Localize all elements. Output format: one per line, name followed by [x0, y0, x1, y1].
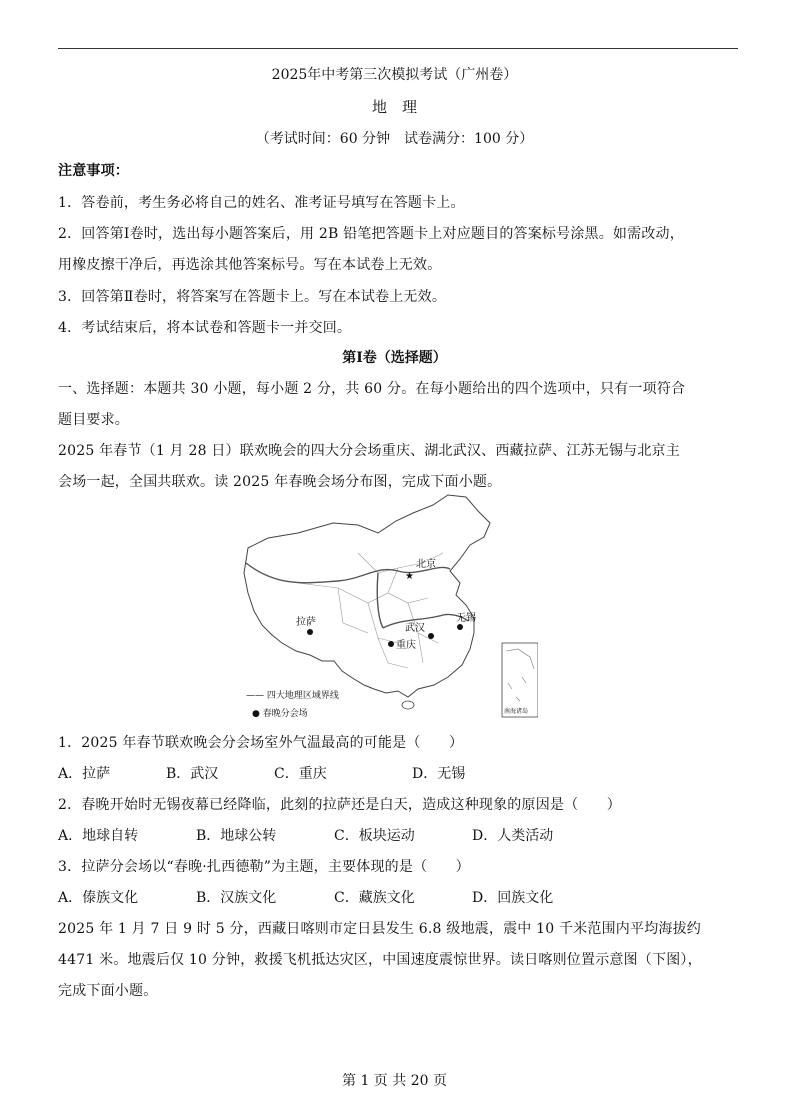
map-label-beijing: 北京	[416, 559, 436, 570]
option-a[interactable]: A．地球自转	[58, 828, 139, 844]
question-options	[58, 825, 553, 845]
map-label-chongqing: 重庆	[396, 640, 416, 651]
china-outline	[244, 495, 490, 697]
province-lines	[298, 553, 443, 668]
option-c[interactable]: C．板块运动	[334, 828, 415, 844]
venue-dot-wuxi	[457, 624, 463, 630]
section-intro-cont: 题目要求。	[58, 412, 129, 428]
passage-text: 2025 年 1 月 7 日 9 时 5 分，西藏日喀则市定日县发生 6.8 级地震，震中 10 千米范围内平均海拔约	[58, 921, 701, 937]
legend-boundary: —— 四大地理区域界线	[246, 691, 339, 701]
header-rule	[58, 48, 738, 49]
region-boundary-line	[377, 573, 383, 628]
option-d[interactable]: D．无锡	[412, 766, 466, 782]
subject-title: 地 理	[371, 98, 417, 116]
question-stem: 1．2025 年春节联欢晚会分会场室外气温最高的可能是（ ）	[58, 735, 464, 751]
hainan-island	[402, 701, 414, 709]
option-b[interactable]: B．地球公转	[196, 828, 277, 844]
question-stem: 2．春晚开始时无锡夜幕已经降临，此刻的拉萨还是白天，造成这种现象的原因是（ ）	[58, 797, 621, 813]
note-item: 3．回答第Ⅱ卷时，将答案写在答题卡上。写在本试卷上无效。	[58, 289, 447, 305]
map-label-wuxi: 无锡	[456, 613, 476, 624]
china-venue-map	[238, 493, 538, 723]
exam-info: （考试时间：60 分钟 试卷满分：100 分）	[255, 131, 534, 147]
note-item: 4．考试结束后，将本试卷和答题卡一并交回。	[58, 320, 352, 336]
option-a[interactable]: A．傣族文化	[58, 890, 139, 906]
passage-text: 2025 年春节（1 月 28 日）联欢晚会的四大分会场重庆、湖北武汉、西藏拉萨、江苏无锡与北京主	[58, 443, 680, 459]
option-c[interactable]: C．藏族文化	[334, 890, 415, 906]
page-number: 第 1 页 共 20 页	[342, 1073, 447, 1089]
venue-dot-lhasa	[307, 629, 313, 635]
notes-heading: 注意事项：	[58, 163, 129, 179]
nanhai-coast	[506, 649, 534, 701]
option-d[interactable]: D．回族文化	[472, 890, 554, 906]
venue-dot-chongqing	[388, 641, 394, 647]
venue-dot-wuhan	[428, 633, 434, 639]
beijing-star-icon: ★	[405, 571, 414, 582]
passage-text: 会场一起，全国共联欢。读 2025 年春晚会场分布图，完成下面小题。	[58, 474, 502, 490]
passage-text: 完成下面小题。	[58, 983, 158, 999]
passage-text: 4471 米。地震后仅 10 分钟，救援飞机抵达灾区，中国速度震惊世界。读日喀则位置示意图（下图），	[58, 952, 702, 968]
section-title: 第Ⅰ卷（选择题）	[342, 350, 447, 366]
question-stem: 3．拉萨分会场以“春晚·扎西德勒”为主题，主要体现的是（ ）	[58, 859, 470, 875]
note-item: 1．答卷前，考生务必将自己的姓名、准考证号填写在答题卡上。	[58, 195, 465, 211]
nanhai-inset	[502, 643, 538, 717]
option-a[interactable]: A．拉萨	[58, 766, 111, 782]
option-d[interactable]: D．人类活动	[472, 828, 554, 844]
option-b[interactable]: B．汉族文化	[196, 890, 277, 906]
map-label-wuhan: 武汉	[405, 623, 425, 634]
question-options	[58, 887, 553, 907]
legend-venue: ● 春晚分会场	[252, 709, 308, 719]
nanhai-label: 南海诸岛	[504, 708, 529, 715]
option-c[interactable]: C．重庆	[274, 766, 327, 782]
question-options	[58, 763, 465, 783]
section-intro: 一、选择题：本题共 30 小题，每小题 2 分，共 60 分。在每小题给出的四个选项中，只有一项符合	[58, 381, 686, 397]
exam-title: 2025年中考第三次模拟考试（广州卷）	[271, 67, 518, 83]
note-item: 2．回答第Ⅰ卷时，选出每小题答案后，用 2B 铅笔把答题卡上对应题目的答案标号涂黑。如需改动，	[58, 226, 684, 242]
note-item: 用橡皮擦干净后，再选涂其他答案标号。写在本试卷上无效。	[58, 257, 442, 273]
map-label-lhasa: 拉萨	[296, 617, 316, 628]
option-b[interactable]: B．武汉	[166, 766, 219, 782]
